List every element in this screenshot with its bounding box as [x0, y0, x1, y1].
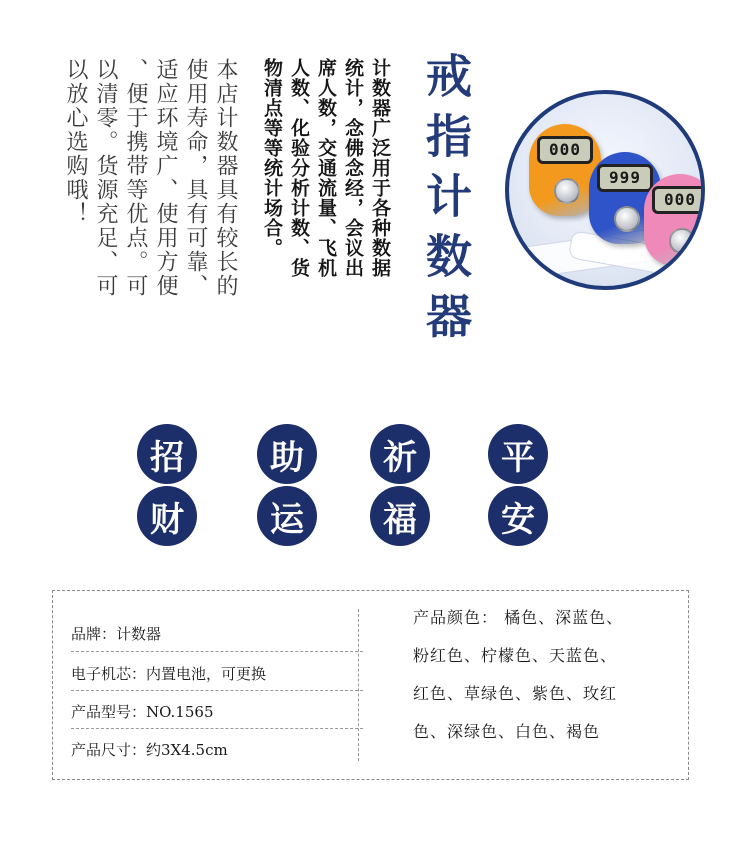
spec-size: 产品尺寸：约3X4.5cm: [71, 741, 228, 759]
intro-column-4: 、便于携带等优点。可: [123, 58, 148, 298]
colors-line-4: 色、深绿色、白色、褐色: [413, 722, 601, 741]
intro-column-3: 适应环境广、使用方便: [153, 58, 178, 298]
intro-column-6: 以放心选购哦！: [63, 58, 88, 226]
badge-zhu: 助: [257, 424, 317, 484]
description-column-3: 席人数，交通流量、飞机: [315, 58, 337, 278]
badge-an: 安: [488, 486, 548, 546]
counter-button: [669, 228, 695, 254]
counter-display: 000: [652, 186, 705, 214]
product-photo: [505, 90, 705, 290]
badge-yun: 运: [257, 486, 317, 546]
badge-ping: 平: [488, 424, 548, 484]
spec-box: [52, 590, 689, 780]
colors-line-2: 粉红色、柠檬色、天蓝色、: [413, 646, 618, 665]
badge-fu: 福: [370, 486, 430, 546]
description-column-5: 物清点等等统计场合。: [261, 58, 283, 258]
badge-qi: 祈: [370, 424, 430, 484]
badge-cai: 财: [137, 486, 197, 546]
description-column-4: 人数、化验分析计数、货: [288, 58, 310, 278]
spec-movement: 电子机芯：内置电池，可更换: [71, 665, 267, 683]
description-column-2: 统计，念佛念经，会议出: [342, 58, 364, 278]
counter-display: 999: [597, 164, 653, 192]
divider: [71, 728, 363, 729]
description-column-1: 计数器广泛用于各种数据: [369, 58, 391, 278]
counter-button: [614, 206, 640, 232]
counter-button: [554, 178, 580, 204]
divider: [71, 651, 363, 652]
colors-line-1: 产品颜色： 橘色、深蓝色、: [413, 608, 624, 627]
divider: [71, 690, 363, 691]
intro-column-5: 以清零。货源充足、可: [93, 58, 118, 298]
counter-display: 000: [537, 136, 593, 164]
badge-zhao: 招: [137, 424, 197, 484]
spec-model: 产品型号：NO.1565: [71, 703, 214, 721]
colors-line-3: 红色、草绿色、紫色、玫红: [413, 684, 618, 703]
product-title: 戒指计数器: [419, 52, 473, 352]
spec-brand: 品牌：计数器: [71, 625, 162, 643]
intro-column-2: 使用寿命，具有可靠、: [183, 58, 208, 298]
pink-counter: [644, 174, 705, 266]
divider: [358, 609, 359, 761]
intro-column-1: 本店计数器具有较长的: [213, 58, 238, 298]
